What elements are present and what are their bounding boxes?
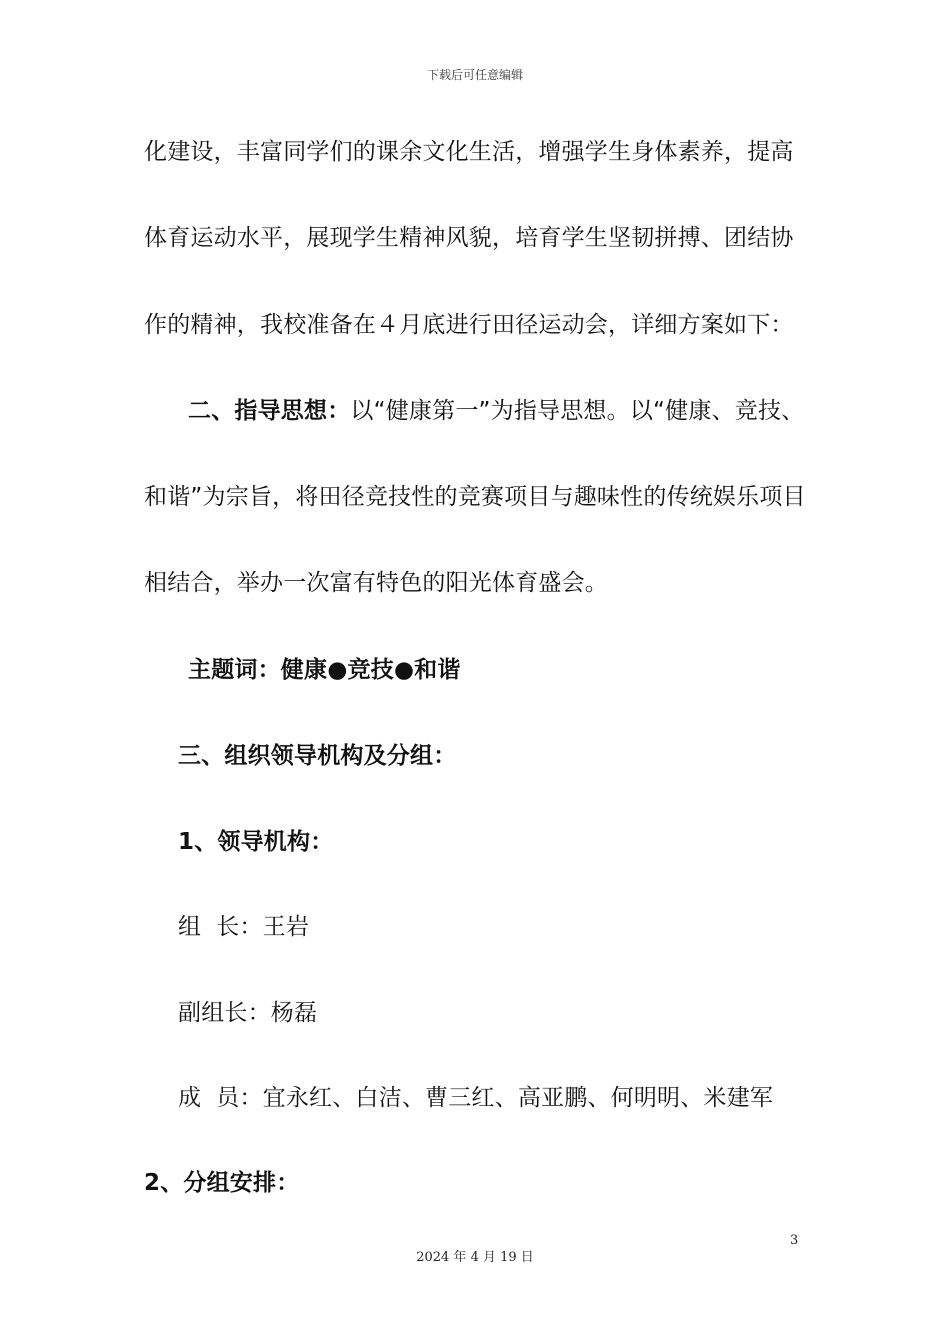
paragraph-line: 化建设，丰富同学们的课余文化生活，增强学生身体素养，提高 (144, 139, 794, 165)
section-2-heading: 二、指导思想： (188, 398, 351, 424)
vice-leader-line: 副组长：杨磊 (178, 1000, 318, 1026)
paragraph-line: 相结合，举办一次富有特色的阳光体育盛会。 (144, 570, 608, 596)
paragraph-line: 体育运动水平，展现学生精神风貌，培育学生坚韧拼搏、团结协 (144, 225, 794, 251)
section-3-heading: 三、组织领导机构及分组： (178, 743, 457, 769)
subsection-1-heading: 1、领导机构： (178, 829, 334, 855)
footer-date: 2024 年 4 月 19 日 (416, 1250, 534, 1265)
leader-line: 组 长：王岩 (178, 914, 310, 940)
page-header: 下载后可任意编辑 (426, 68, 523, 82)
paragraph-line: 和谐”为宗旨，将田径竞技性的竞赛项目与趣味性的传统娱乐项目 (144, 484, 806, 510)
section-2-line (188, 395, 804, 427)
theme-line: 主题词：健康●竞技●和谐 (188, 657, 461, 683)
paragraph-line: 作的精神，我校准备在４月底进行田径运动会，详细方案如下： (144, 312, 794, 338)
subsection-2-heading: 2、分组安排： (144, 1170, 300, 1196)
section-2-text: 以“健康第一”为指导思想。以“健康、竞技、 (350, 398, 805, 424)
page-number: 3 (790, 1233, 799, 1248)
members-line: 成 员：宜永红、白洁、曹三红、高亚鹏、何明明、米建军 (178, 1085, 774, 1111)
